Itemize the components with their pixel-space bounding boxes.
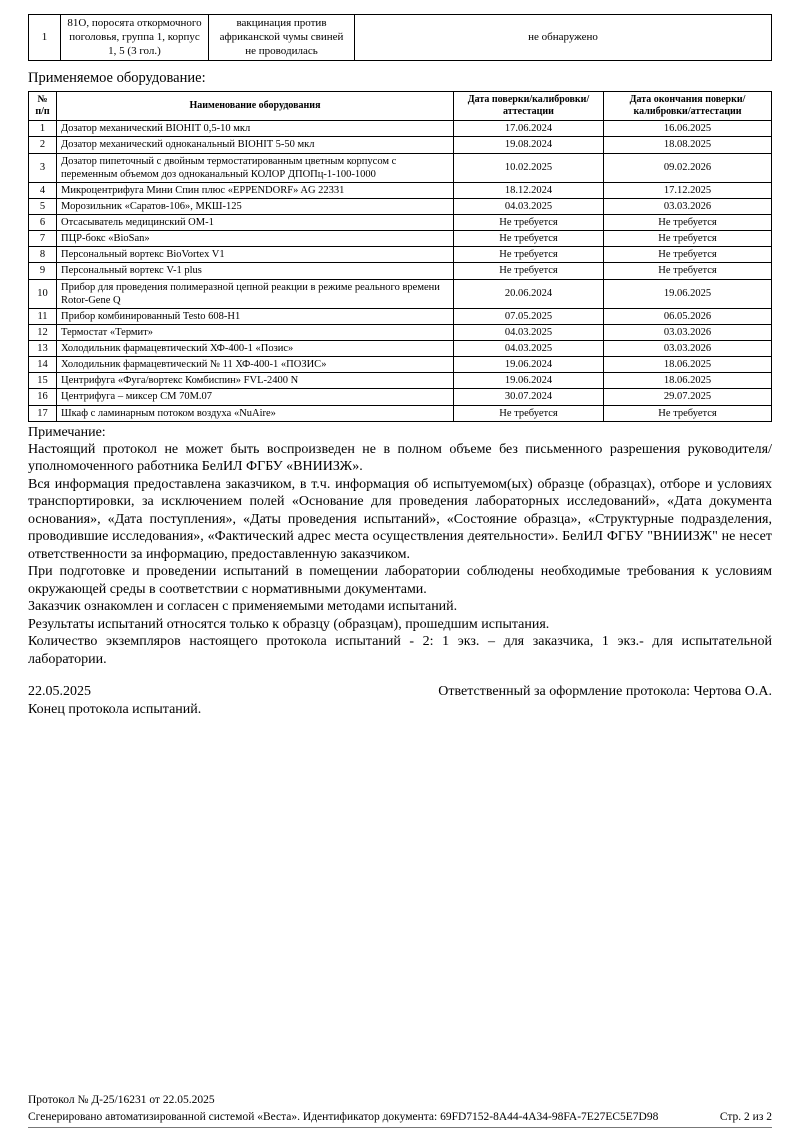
verification-date: 20.06.2024 [454,279,604,308]
equipment-row-number: 9 [29,263,57,279]
verification-date: 19.06.2024 [454,373,604,389]
equipment-name: Персональный вортекс V-1 plus [57,263,454,279]
equipment-row [29,182,772,198]
equipment-row [29,324,772,340]
verification-end-date: 09.02.2026 [604,153,772,182]
verification-date: 17.06.2024 [454,121,604,137]
equipment-row-number: 12 [29,324,57,340]
footer-bottom-row [28,1111,772,1123]
note-paragraph: При подготовке и проведении испытаний в помещении лаборатории соблюдены необходимые требования к условиям окружающей среды в соответствии с нормативными документами. [28,564,772,597]
equipment-name: Прибор комбинированный Testo 608-H1 [57,308,454,324]
note-paragraph: Вся информация предоставлена заказчиком, в т.ч. информация об испытуемом(ых) образце (образцах), отборе и условиях транспортировки, за исключением полей «Основание для проведения лабораторных исследований», «Дата документа основания», «Дата поступления», «Даты проведения испытаний», «Состояние образца», «Структурные подразделения, проводившие исследования», «Фактический адрес места осуществления деятельности». БелИЛ ФГБУ "ВНИИЗЖ" не несет ответственности за информацию, предоставленную заказчиком. [28,476,772,562]
equipment-row-number: 15 [29,373,57,389]
footer-protocol-number: Протокол № Д-25/16231 от 22.05.2025 [28,1094,215,1106]
sample-number: 1 [29,15,61,61]
verification-date: 30.07.2024 [454,389,604,405]
footer-page-number: Стр. 2 из 2 [719,1111,772,1123]
verification-end-date: 18.06.2025 [604,357,772,373]
verification-date: 04.03.2025 [454,198,604,214]
equipment-name: Холодильник фармацевтический ХФ-400-1 «Позис» [57,341,454,357]
sample-result-row [29,15,772,61]
verification-end-date: Не требуется [604,247,772,263]
sample-result: не обнаружено [355,15,772,61]
equipment-row [29,198,772,214]
equipment-row-number: 16 [29,389,57,405]
equipment-header-number: № п/п [29,92,57,121]
notes-title: Примечание: [28,424,106,440]
verification-date: 04.03.2025 [454,341,604,357]
equipment-name: Дозатор механический одноканальный BIOHIT 5-50 мкл [57,137,454,153]
equipment-row-number: 14 [29,357,57,373]
verification-end-date: 03.03.2026 [604,341,772,357]
equipment-row [29,215,772,231]
verification-end-date: 06.05.2026 [604,308,772,324]
verification-date: 10.02.2025 [454,153,604,182]
equipment-name: Термостат «Термит» [57,324,454,340]
verification-end-date: Не требуется [604,263,772,279]
sample-result-table [28,14,772,61]
verification-date: 18.12.2024 [454,182,604,198]
verification-end-date: 03.03.2026 [604,198,772,214]
verification-end-date: 18.08.2025 [604,137,772,153]
equipment-name: Отсасыватель медицинский ОМ-1 [57,215,454,231]
equipment-name: Прибор для проведения полимеразной цепной реакции в режиме реального времени Rotor-Gene Q [57,279,454,308]
equipment-name: Персональный вортекс BioVortex V1 [57,247,454,263]
end-of-protocol-line: Конец протокола испытаний. [28,702,202,718]
equipment-row-number: 1 [29,121,57,137]
footer-rule [28,1127,772,1128]
equipment-row [29,279,772,308]
equipment-row [29,137,772,153]
equipment-header-row [29,92,772,121]
equipment-name: Центрифуга – миксер СМ 70М.07 [57,389,454,405]
sample-vaccination-info: вакцинация против африканской чумы свиней не проводилась [209,15,355,61]
verification-end-date: 17.12.2025 [604,182,772,198]
equipment-row [29,153,772,182]
equipment-header-name: Наименование оборудования [57,92,454,121]
equipment-row-number: 7 [29,231,57,247]
equipment-name: Дозатор механический BIOHIT 0,5-10 мкл [57,121,454,137]
verification-end-date: 03.03.2026 [604,324,772,340]
equipment-name: Шкаф с ламинарным потоком воздуха «NuAire» [57,405,454,421]
equipment-name: Центрифуга «Фуга/вортекс Комбиспин» FVL-2400 N [57,373,454,389]
equipment-row-number: 8 [29,247,57,263]
equipment-row-number: 4 [29,182,57,198]
verification-date: Не требуется [454,263,604,279]
equipment-row [29,231,772,247]
verification-date: Не требуется [454,405,604,421]
verification-end-date: Не требуется [604,215,772,231]
verification-end-date: 18.06.2025 [604,373,772,389]
equipment-row-number: 13 [29,341,57,357]
equipment-row [29,263,772,279]
equipment-row [29,341,772,357]
note-paragraph: Настоящий протокол не может быть воспроизведен не в полном объеме без письменного разрешения руководителя/уполномоченного работника БелИЛ ФГБУ «ВНИИЗЖ». [28,441,772,475]
equipment-row [29,121,772,137]
verification-date: Не требуется [454,231,604,247]
footer-generated-info: Сгенерировано автоматизированной системой «Веста». Идентификатор документа: 69FD7152-8A44-4A34-98FA-7E27EC5E7D98 [28,1111,659,1123]
equipment-row-number: 17 [29,405,57,421]
verification-date: 04.03.2025 [454,324,604,340]
equipment-header-date-end: Дата окончания поверки/калибровки/аттестации [604,92,772,121]
equipment-row-number: 3 [29,153,57,182]
equipment-table [28,91,772,421]
equipment-name: Холодильник фармацевтический № 11 ХФ-400-1 «ПОЗИС» [57,357,454,373]
note-paragraph: Результаты испытаний относятся только к образцу (образцам), прошедшим испытания. [28,616,550,632]
verification-date: 07.05.2025 [454,308,604,324]
equipment-table-body [29,121,772,421]
equipment-row-number: 6 [29,215,57,231]
equipment-header-date: Дата поверки/калибровки/аттестации [454,92,604,121]
equipment-row [29,405,772,421]
equipment-row [29,247,772,263]
note-paragraph: Заказчик ознакомлен и согласен с применяемыми методами испытаний. [28,599,458,615]
verification-end-date: 29.07.2025 [604,389,772,405]
equipment-section-title: Применяемое оборудование: [28,70,206,87]
equipment-name: Дозатор пипеточный с двойным термостатированным цветным корпусом с переменным объемом доз одноканальный КОЛОР ДПОПц-1-100-1000 [57,153,454,182]
equipment-row [29,308,772,324]
equipment-row-number: 10 [29,279,57,308]
note-paragraph: Количество экземпляров настоящего протокола испытаний - 2: 1 экз. – для заказчика, 1 экз.- для испытательной лаборатории. [28,634,772,667]
verification-date: Не требуется [454,215,604,231]
responsible-person: Ответственный за оформление протокола: Чертова О.А. [438,684,772,700]
notes-paragraphs [28,441,772,669]
verification-date: 19.06.2024 [454,357,604,373]
equipment-name: Морозильник «Саратов-106», МКШ-125 [57,198,454,214]
equipment-name: Микроцентрифуга Мини Спин плюс «EPPENDORF» AG 22331 [57,182,454,198]
equipment-row-number: 5 [29,198,57,214]
equipment-row [29,357,772,373]
verification-end-date: 16.06.2025 [604,121,772,137]
verification-end-date: Не требуется [604,231,772,247]
signature-row [28,684,772,700]
verification-date: Не требуется [454,247,604,263]
verification-date: 19.08.2024 [454,137,604,153]
equipment-row [29,389,772,405]
sample-description: 81О, поросята откормочного поголовья, группа 1, корпус 1, 5 (3 гол.) [61,15,209,61]
equipment-name: ПЦР-бокс «BioSan» [57,231,454,247]
protocol-date: 22.05.2025 [28,684,91,700]
page-footer [28,1094,772,1128]
equipment-row-number: 2 [29,137,57,153]
verification-end-date: Не требуется [604,405,772,421]
verification-end-date: 19.06.2025 [604,279,772,308]
equipment-row-number: 11 [29,308,57,324]
equipment-row [29,373,772,389]
